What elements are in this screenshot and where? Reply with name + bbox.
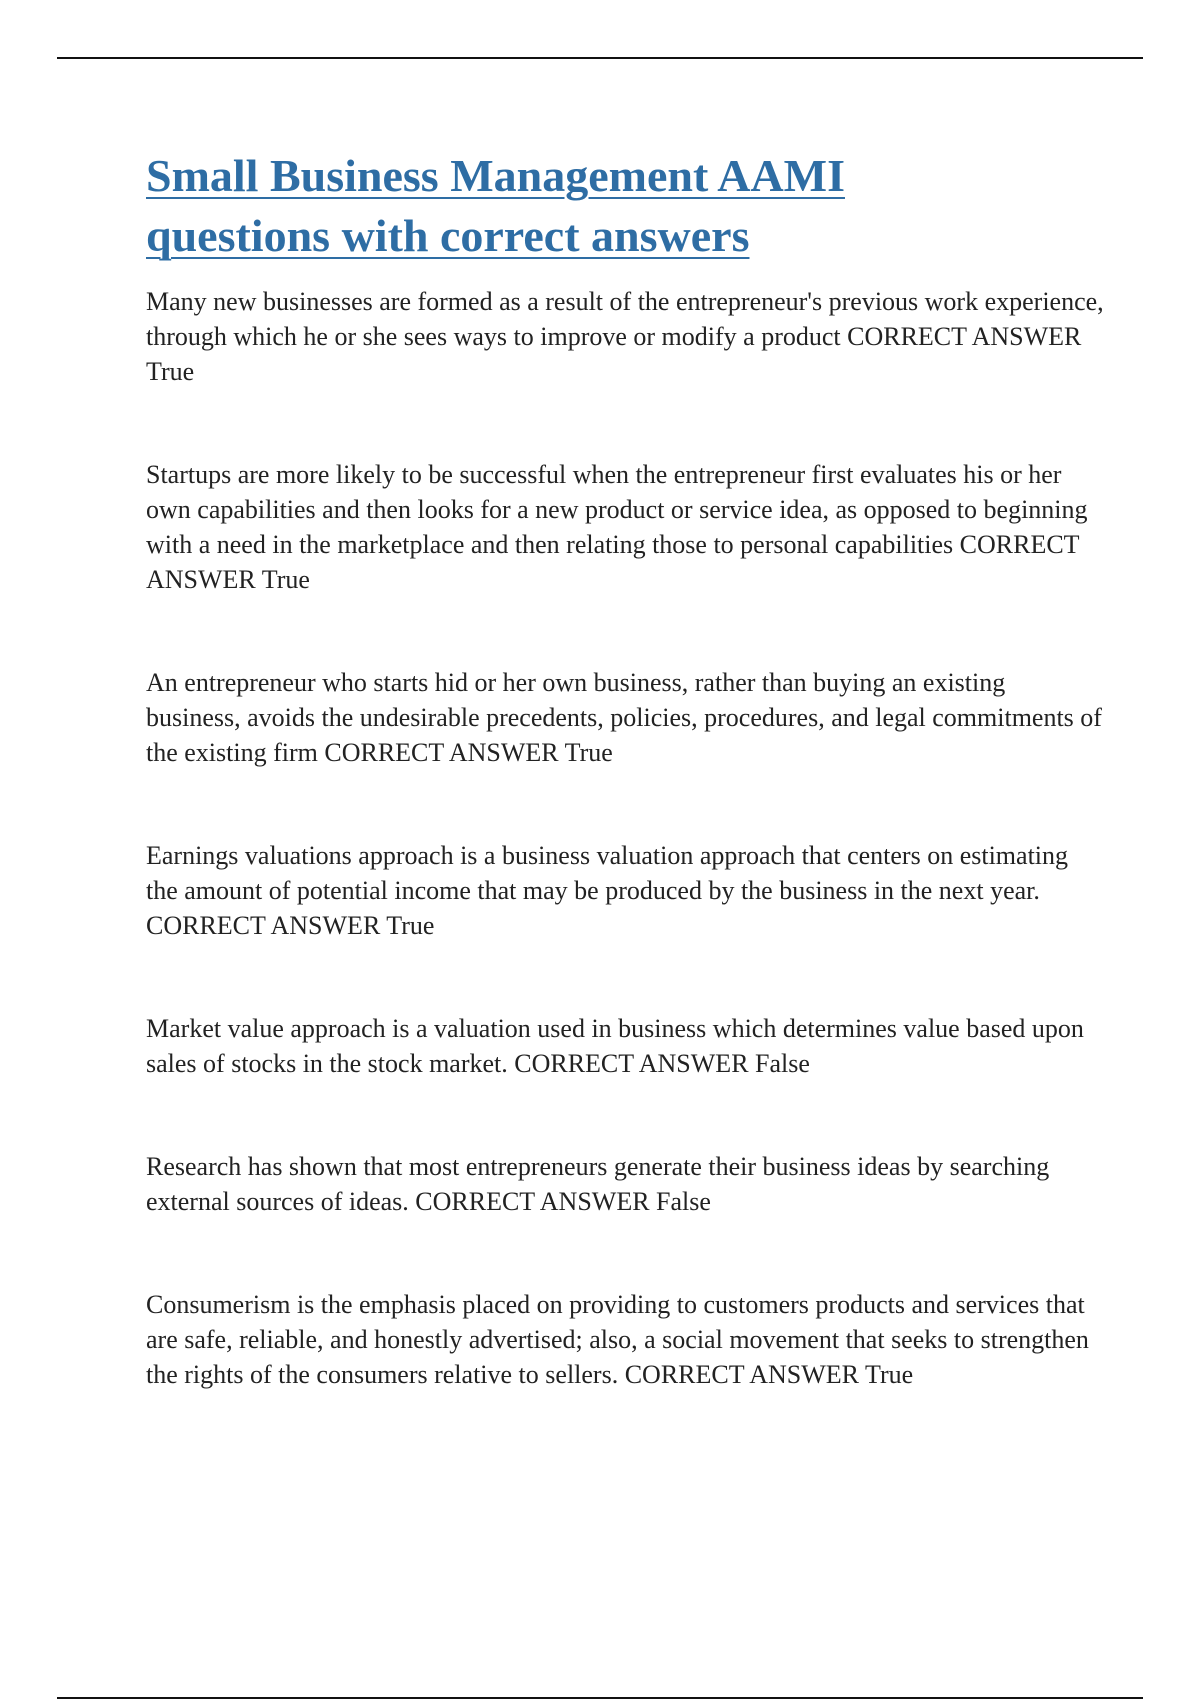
question-item: Startups are more likely to be successful when the entrepreneur first evaluates his or her own capabilities and then looks for a new product or service idea, as opposed to beginning with a need in the marketplace and then relating those to personal capabilities CORRECT ANSWER True (146, 460, 1088, 594)
question-item: An entrepreneur who starts hid or her own business, rather than buying an existing business, avoids the undesirable precedents, policies, procedures, and legal commitments of the existing firm CORRECT ANSWER True (146, 668, 1102, 767)
document-body (146, 146, 1106, 1460)
question-item: Many new businesses are formed as a result of the entrepreneur's previous work experience, through which he or she sees ways to improve or modify a product CORRECT ANSWER True (146, 287, 1104, 386)
question-item: Earnings valuations approach is a business valuation approach that centers on estimating the amount of potential income that may be produced by the business in the next year. CORRECT ANSWER True (146, 841, 1069, 940)
header-rule (57, 57, 1143, 59)
question-item: Consumerism is the emphasis placed on providing to customers products and services that are safe, reliable, and honestly advertised; also, a social movement that seeks to strengthen the rights of the consumers relative to sellers. CORRECT ANSWER True (146, 1290, 1089, 1389)
document-title-line-1: Small Business Management AAMI (146, 150, 845, 201)
document-title[interactable] (146, 146, 1106, 266)
footer-rule (57, 1697, 1143, 1699)
document-title-line-2: questions with correct answers (146, 210, 750, 261)
question-item: Research has shown that most entrepreneurs generate their business ideas by searching external sources of ideas. CORRECT ANSWER False (146, 1152, 1050, 1216)
question-item: Market value approach is a valuation used in business which determines value based upon sales of stocks in the stock market. CORRECT ANSWER False (146, 1014, 1084, 1078)
question-list (146, 284, 1106, 1392)
